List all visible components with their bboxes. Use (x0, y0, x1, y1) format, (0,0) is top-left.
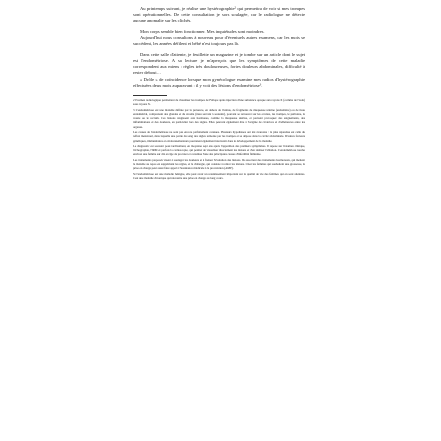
paragraph-text: Aujourd'hui nous consultons à nouveau pour d'éventuels autres examens, car les mois se succèdent, les années défilent et bébé n'est toujours pas là. (133, 35, 305, 47)
paragraph-text: Dans cette salle d'attente, je feuillette un magazine et je tombe sur un article dont le sujet est l'endométriose. A sa lecture je m'aperçois que les symptômes de cette maladie correspondent aux miens : règles très douloureuses, fortes douleurs abdominales, difficulté à rester debout… (133, 52, 305, 76)
paragraph-text: Au printemps suivant, je réalise une hystérographie (140, 6, 235, 11)
footnote-3-treatment: Les traitements proposés visent à soulager les douleurs et à freiner l'évolution des lésions. Ils associent des traitements hormonaux, qui mettent la maladie au repos en supprimant les règles, et la chirurgie, qui consiste à retirer les lésions. Chez les femmes qui souhaitent une grossesse, la prise en charge peut aussi faire appel à l'assistance médicale à la procréation (AMP). (133, 157, 305, 171)
footnote-3-diagnosis: Le diagnostic est souvent posé tardivement, en moyenne sept ans après l'apparition des premiers symptômes. Il repose sur l'examen clinique, l'échographie, l'IRM et parfois la cœlioscopie, qui permet de visualiser directement les lésions et d'en réaliser l'ablation. L'endométriose touche environ une femme sur dix en âge de procréer et constitue l'une des principales causes d'infertilité féminine. (133, 144, 305, 157)
footnote-marker: 3 (259, 82, 262, 87)
paragraph-hysterography (133, 6, 305, 24)
paragraph-text: Mon corps semble bien fonctionner. Mes inquiétudes sont moindres. (140, 29, 265, 35)
paragraph-consultation (133, 35, 305, 47)
paragraph-coincidence (133, 77, 305, 89)
paragraph-waiting-room (133, 52, 305, 76)
footnote-2: 2 Examen radiologique permettant de visualiser les trompes de Fallope après injection d'une substance opaque aux rayons X (comme de l'iode) sous rayons X. (133, 98, 305, 107)
footnote-3-causes: Les causes de l'endométriose ne sont pas encore parfaitement connues. Plusieurs hypothèses ont été avancées : la plus répandue est celle du reflux menstruel, dans laquelle une partie du sang des règles remonte par les trompes et se dépose dans la cavité abdominale. D'autres facteurs génétiques, immunitaires et environnementaux pourraient également intervenir dans le développement de la maladie. (133, 130, 305, 143)
paragraph-text: « Drôle » de coïncidence lorsque mon gynécologue examine mes radios d'hystérographie effectuées deux mois auparavant : il y voit des lésions d'endométriose (133, 76, 305, 88)
footnote-3: 3 L'endométriose est une maladie définie par la présence, en dehors de l'utérus, de fragments de muqueuse utérine (endomètre) ou de tissu endométrial, comprenant des glandes et du stroma (tissu servant à soutenir), pouvant se retrouver sur les ovaires, les trompes, le péritoine, la vessie ou le rectum. Ces lésions réagissent aux hormones, comme la muqueuse utérine, et peuvent provoquer des saignements, des inflammations et des douleurs, en particulier lors des règles. Elles peuvent également être à l'origine de cicatrices et d'adhérences entre les organes. (133, 108, 305, 129)
paragraph-text: . (261, 82, 263, 88)
text-column (133, 6, 305, 180)
paragraph-text: qui permettra de voir si mes trompes sont opérationnelles. De cette consultation je sors soulagée, car le radiologue ne détecte aucune anomalie sur les clichés. (133, 6, 305, 24)
footnote-marker: 2 (234, 5, 237, 10)
footnote-separator (133, 95, 167, 96)
footnote-3-conclusion: Si l'endométriose est une maladie bénigne, elle peut avoir un retentissement important sur la qualité de vie des femmes qui en sont atteintes. Cest une maladie chronique qui nécessite une prise en charge au long cours. (133, 171, 305, 180)
